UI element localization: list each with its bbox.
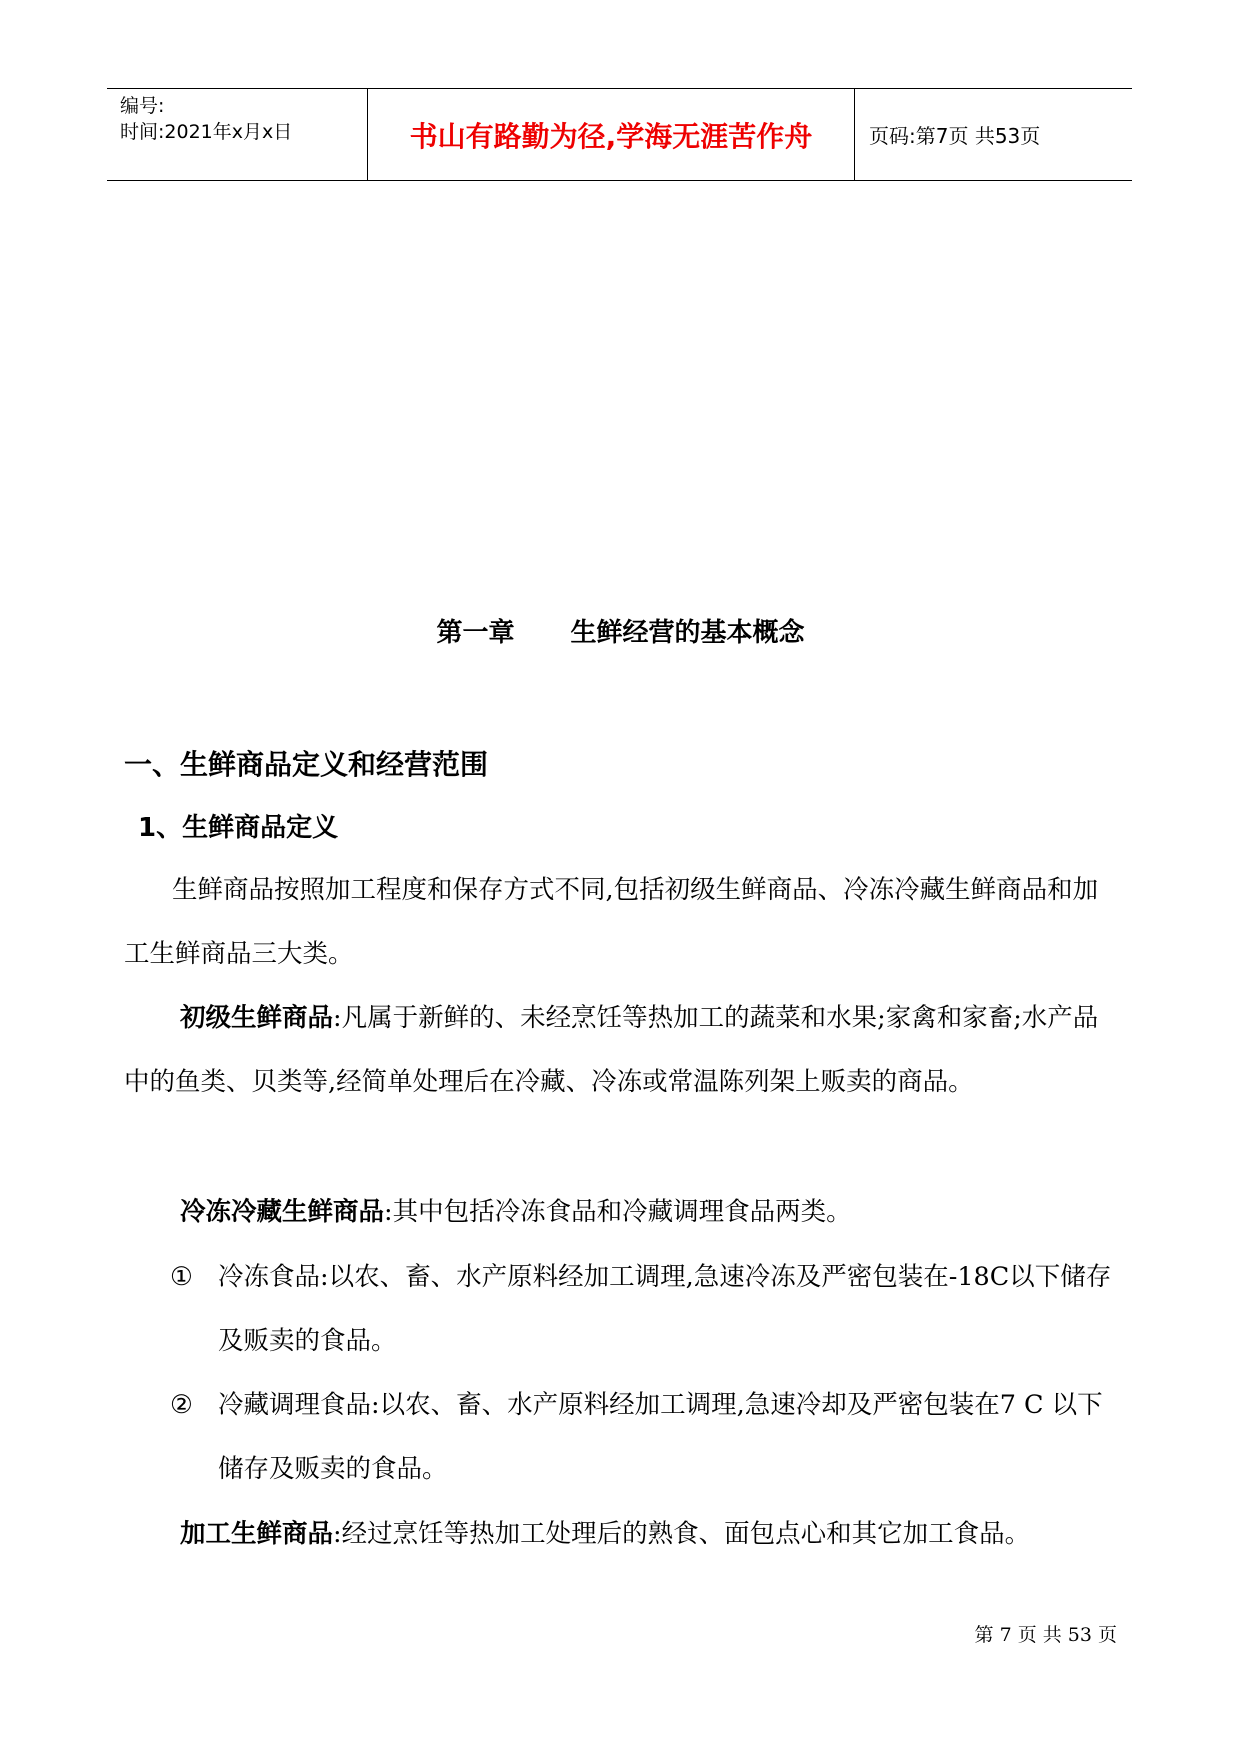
header-meta-cell: [107, 89, 368, 180]
motto: 书山有路勤为径,学海无涯苦作舟: [409, 119, 813, 153]
term-primary-fresh: 初级生鲜商品: [180, 1003, 334, 1033]
definition-text: 其中包括冷冻食品和冷藏调理食品两类。: [392, 1197, 852, 1227]
paragraph-primary-fresh: [124, 986, 1120, 1114]
colon: :: [384, 1197, 393, 1227]
header-page-cell: [855, 89, 1132, 180]
definition-text: 凡属于新鲜的、未经烹饪等热加工的蔬菜和水果;家禽和家畜;水产品中的鱼类、贝类等,经简单处理后在冷藏、冷冻或常温陈列架上贩卖的商品。: [124, 1003, 1099, 1097]
circled-number: ②: [170, 1390, 193, 1420]
colon: :: [333, 1519, 342, 1549]
page-label: 页码:第7页 共53页: [869, 124, 1041, 148]
section-heading: 一、生鲜商品定义和经营范围: [124, 748, 489, 781]
term-frozen-fresh: 冷冻冷藏生鲜商品: [180, 1197, 385, 1227]
paragraph-frozen-fresh: [124, 1180, 1120, 1244]
list-item: [170, 1245, 1120, 1373]
paragraph-intro: 生鲜商品按照加工程度和保存方式不同,包括初级生鲜商品、冷冻冷藏生鲜商品和加工生鲜商品三大类。: [124, 875, 1099, 969]
chapter-heading: [0, 612, 1241, 649]
header-motto-cell: [368, 89, 855, 180]
circled-number: ①: [170, 1262, 193, 1292]
chapter-number: 第一章: [436, 618, 515, 648]
definition-text: 经过烹饪等热加工处理后的熟食、面包点心和其它加工食品。: [341, 1519, 1031, 1549]
list-item-text: 冷藏调理食品:以农、畜、水产原料经加工调理,急速冷却及严密包装在7 C 以下储存及贩卖的食品。: [218, 1390, 1103, 1484]
list-item: [170, 1373, 1120, 1501]
document-header: [107, 88, 1132, 181]
paragraph-processed-fresh: [124, 1502, 1120, 1566]
number-label: 编号:: [120, 95, 165, 117]
colon: :: [333, 1003, 342, 1033]
subsection-heading: 1、生鲜商品定义: [138, 813, 339, 843]
chapter-title: 生鲜经营的基本概念: [570, 618, 805, 648]
list-item-text: 冷冻食品:以农、畜、水产原料经加工调理,急速冷冻及严密包装在-18C以下储存及贩卖的食品。: [218, 1262, 1112, 1356]
term-processed-fresh: 加工生鲜商品: [180, 1519, 334, 1549]
page-footer: 第 7 页 共 53 页: [974, 1624, 1117, 1646]
time-label: 时间:2021年x月x日: [120, 121, 293, 143]
